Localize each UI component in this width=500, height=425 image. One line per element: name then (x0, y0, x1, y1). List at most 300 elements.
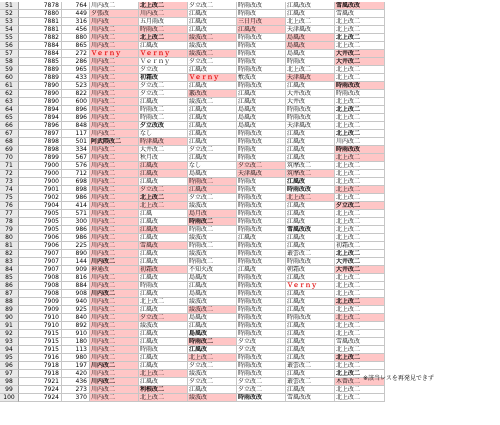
table-cell[interactable]: 江風改 (139, 338, 188, 346)
table-cell[interactable]: 時雨改 (237, 50, 286, 58)
table-cell[interactable]: 272 (62, 50, 90, 58)
table-cell[interactable]: 7902 (19, 194, 62, 202)
table-cell[interactable]: 712 (62, 170, 90, 178)
table-cell[interactable]: 7909 (19, 298, 62, 306)
table-cell[interactable]: 江風改 (286, 178, 335, 186)
table-cell[interactable]: 江風改 (188, 154, 237, 162)
table-cell[interactable]: 綾波改 (188, 370, 237, 378)
table-cell[interactable]: 567 (62, 154, 90, 162)
table-cell[interactable]: 時雨改改 (237, 258, 286, 266)
table-cell[interactable]: 7916 (19, 354, 62, 362)
table-cell[interactable]: 江風改 (139, 170, 188, 178)
table-cell[interactable]: 時雨改改 (335, 82, 385, 90)
row-header[interactable]: 69 (0, 146, 19, 154)
table-cell[interactable]: 綾波改二 (188, 98, 237, 106)
table-cell[interactable]: 7900 (19, 178, 62, 186)
table-cell[interactable]: 江風改 (286, 354, 335, 362)
row-header[interactable]: 89 (0, 306, 19, 314)
table-cell[interactable]: 大井改改 (286, 90, 335, 98)
table-cell[interactable]: 川内改二 (90, 34, 139, 42)
table-cell[interactable]: 川内改二 (90, 306, 139, 314)
table-cell[interactable]: 時雨改改 (237, 354, 286, 362)
table-cell[interactable]: 川内改二 (90, 170, 139, 178)
row-header[interactable]: 56 (0, 42, 19, 50)
table-cell[interactable]: 川内改二 (90, 26, 139, 34)
table-cell[interactable]: 川内改二 (90, 202, 139, 210)
table-cell[interactable]: 不知火改 (188, 266, 237, 274)
table-cell[interactable]: 7881 (19, 26, 62, 34)
table-cell[interactable]: 夕立改二 (188, 2, 237, 10)
table-cell[interactable]: 時雨改改 (237, 298, 286, 306)
table-cell[interactable]: 大井改二 (335, 258, 385, 266)
table-cell[interactable]: 北上改二 (335, 370, 385, 378)
table-cell[interactable]: 北上改二 (139, 2, 188, 10)
table-cell[interactable]: 北上改二 (335, 250, 385, 258)
table-cell[interactable]: 時雨改二 (188, 226, 237, 234)
table-cell[interactable]: 北上改二 (335, 234, 385, 242)
table-cell[interactable]: 綾波改 (188, 250, 237, 258)
table-cell[interactable]: 阿武隈改二 (90, 138, 139, 146)
table-cell[interactable]: 時雨改改 (237, 138, 286, 146)
table-cell[interactable]: 北上改二 (335, 178, 385, 186)
table-cell[interactable]: 北上改二 (335, 354, 385, 362)
table-cell[interactable]: 965 (62, 66, 90, 74)
table-cell[interactable]: 叢雲改二 (286, 378, 335, 386)
table-cell[interactable]: 川内改二 (90, 386, 139, 394)
table-cell[interactable]: 江風改 (286, 290, 335, 298)
table-cell[interactable]: 時雨改 (237, 186, 286, 194)
table-cell[interactable]: 7918 (19, 370, 62, 378)
row-header[interactable]: 96 (0, 362, 19, 370)
row-header[interactable]: 66 (0, 122, 19, 130)
table-cell[interactable]: 夕立改二 (188, 58, 237, 66)
table-cell[interactable]: 江風改 (188, 386, 237, 394)
row-header[interactable]: 85 (0, 274, 19, 282)
row-header[interactable]: 67 (0, 130, 19, 138)
table-cell[interactable]: 秋月改 (139, 154, 188, 162)
row-header[interactable]: 72 (0, 170, 19, 178)
table-cell[interactable]: 7908 (19, 282, 62, 290)
table-cell[interactable]: 892 (62, 322, 90, 330)
table-cell[interactable]: 時津風改 (139, 138, 188, 146)
table-cell[interactable]: 綾波改二 (188, 50, 237, 58)
table-cell[interactable]: 夕立改 (139, 66, 188, 74)
table-cell[interactable]: 時雨改改 (237, 242, 286, 250)
table-cell[interactable]: 7901 (19, 186, 62, 194)
row-header[interactable]: 54 (0, 26, 19, 34)
table-cell[interactable]: 川内改二 (90, 106, 139, 114)
table-cell[interactable]: 敷波改 (237, 74, 286, 82)
table-cell[interactable]: 江風改改 (286, 2, 335, 10)
table-cell[interactable]: 川内改二 (90, 130, 139, 138)
table-cell[interactable]: 五月雨改 (139, 18, 188, 26)
table-cell[interactable]: 江風改 (139, 218, 188, 226)
table-cell[interactable]: 時雨改改 (237, 250, 286, 258)
table-cell[interactable]: 川内改二 (90, 242, 139, 250)
table-cell[interactable]: 7905 (19, 218, 62, 226)
table-cell[interactable]: 北上改二 (139, 370, 188, 378)
row-header[interactable]: 98 (0, 378, 19, 386)
table-cell[interactable]: 時雨改改 (286, 186, 335, 194)
table-cell[interactable]: 時雨改改 (335, 90, 385, 98)
table-cell[interactable]: 霰改改 (188, 90, 237, 98)
table-cell[interactable]: 江風改 (188, 18, 237, 26)
table-cell[interactable]: 北上改二 (335, 162, 385, 170)
table-cell[interactable]: 822 (62, 90, 90, 98)
table-cell[interactable]: 時雨改改 (237, 66, 286, 74)
table-cell[interactable]: 天津風改 (286, 122, 335, 130)
table-cell[interactable]: 江風改 (237, 234, 286, 242)
row-header[interactable]: 87 (0, 290, 19, 298)
table-cell[interactable]: 北上改二 (335, 394, 385, 402)
table-cell[interactable]: 川内改二 (90, 186, 139, 194)
table-cell[interactable]: 986 (62, 226, 90, 234)
table-cell[interactable]: 筑摩改二 (286, 162, 335, 170)
table-cell[interactable]: 7898 (19, 138, 62, 146)
table-cell[interactable]: 江風改 (286, 338, 335, 346)
table-cell[interactable]: 天津風改 (237, 170, 286, 178)
table-cell[interactable]: 綾波改 (139, 322, 188, 330)
table-cell[interactable]: 江風改 (286, 346, 335, 354)
row-header[interactable]: 74 (0, 186, 19, 194)
table-cell[interactable]: 北上改二 (335, 74, 385, 82)
table-cell[interactable]: 江風改 (286, 130, 335, 138)
table-cell[interactable]: 時雨改 (139, 282, 188, 290)
table-cell[interactable]: 江風改 (139, 290, 188, 298)
table-cell[interactable]: 江風改 (237, 26, 286, 34)
table-cell[interactable]: 896 (62, 114, 90, 122)
table-cell[interactable]: 北上改二 (335, 322, 385, 330)
table-cell[interactable]: 江風改 (286, 82, 335, 90)
table-cell[interactable]: 北上改二 (139, 194, 188, 202)
table-cell[interactable]: 197 (62, 362, 90, 370)
table-cell[interactable]: 雪風改改 (335, 338, 385, 346)
row-header[interactable]: 95 (0, 354, 19, 362)
table-cell[interactable]: 7910 (19, 322, 62, 330)
table-cell[interactable]: 7908 (19, 274, 62, 282)
table-cell[interactable]: 273 (62, 386, 90, 394)
table-cell[interactable]: 7910 (19, 314, 62, 322)
table-cell[interactable]: 川内改二 (90, 58, 139, 66)
table-cell[interactable]: 雪風改改 (286, 394, 335, 402)
table-cell[interactable]: 7890 (19, 82, 62, 90)
table-cell[interactable]: 時雨改改 (237, 82, 286, 90)
table-cell[interactable]: 北上改二 (139, 298, 188, 306)
table-cell[interactable]: 夕立改二 (188, 146, 237, 154)
table-cell[interactable]: 島風改 (237, 106, 286, 114)
table-cell[interactable]: 江風改 (188, 346, 237, 354)
table-cell[interactable]: 川内改二 (90, 154, 139, 162)
table-cell[interactable]: 江風改 (188, 122, 237, 130)
table-cell[interactable]: 江風改 (286, 218, 335, 226)
table-cell[interactable]: 北上改二 (335, 114, 385, 122)
table-cell[interactable]: 江風改 (286, 138, 335, 146)
table-cell[interactable]: 川内改二 (90, 330, 139, 338)
table-cell[interactable]: なし (188, 162, 237, 170)
table-cell[interactable]: 420 (62, 370, 90, 378)
table-cell[interactable]: Ｖｅｒｎｙ (286, 282, 335, 290)
table-cell[interactable]: 江風改 (286, 306, 335, 314)
table-cell[interactable]: 848 (62, 122, 90, 130)
row-header[interactable]: 88 (0, 298, 19, 306)
table-cell[interactable]: 初霜改二 (335, 242, 385, 250)
table-cell[interactable]: 北上改二 (335, 106, 385, 114)
table-cell[interactable]: 時雨改 (237, 146, 286, 154)
table-cell[interactable]: 7884 (19, 50, 62, 58)
table-cell[interactable]: 7900 (19, 170, 62, 178)
table-cell[interactable]: 川内改二 (90, 274, 139, 282)
row-header[interactable]: 65 (0, 114, 19, 122)
table-cell[interactable]: 334 (62, 146, 90, 154)
row-header[interactable]: 64 (0, 106, 19, 114)
table-cell[interactable]: 川内改二 (90, 282, 139, 290)
table-cell[interactable]: 天津風改 (286, 74, 335, 82)
table-cell[interactable]: 940 (62, 298, 90, 306)
table-cell[interactable]: 北上改二 (335, 210, 385, 218)
row-header[interactable]: 59 (0, 66, 19, 74)
table-cell[interactable]: 910 (62, 330, 90, 338)
table-cell[interactable]: 江風改 (139, 274, 188, 282)
row-header[interactable]: 75 (0, 194, 19, 202)
table-cell[interactable]: 370 (62, 394, 90, 402)
table-cell[interactable]: 時雨改改 (237, 282, 286, 290)
table-cell[interactable]: 島風改 (237, 122, 286, 130)
table-cell[interactable]: 896 (62, 106, 90, 114)
row-header[interactable]: 84 (0, 266, 19, 274)
table-cell[interactable]: 江風改 (286, 322, 335, 330)
table-cell[interactable]: 夕立改二 (188, 378, 237, 386)
table-cell[interactable]: 江風改 (237, 90, 286, 98)
table-cell[interactable]: 江風改 (139, 162, 188, 170)
table-cell[interactable]: 大井改二 (335, 58, 385, 66)
table-cell[interactable]: 叢雲改二 (286, 250, 335, 258)
table-cell[interactable]: 北上改二 (335, 18, 385, 26)
table-cell[interactable]: 江風 (139, 210, 188, 218)
row-header[interactable]: 93 (0, 338, 19, 346)
table-cell[interactable]: 川内改二 (90, 98, 139, 106)
row-header[interactable]: 94 (0, 346, 19, 354)
table-cell[interactable]: 島風改 (188, 290, 237, 298)
table-cell[interactable]: 576 (62, 162, 90, 170)
table-cell[interactable]: 980 (62, 354, 90, 362)
table-cell[interactable]: 時雨改改 (237, 370, 286, 378)
table-cell[interactable]: 川内改二 (90, 298, 139, 306)
table-cell[interactable]: 綾波改 (188, 202, 237, 210)
table-cell[interactable]: 綾波改二 (188, 34, 237, 42)
table-cell[interactable]: 7899 (19, 154, 62, 162)
table-cell[interactable]: 時雨改改 (237, 330, 286, 338)
table-cell[interactable]: 225 (62, 242, 90, 250)
table-cell[interactable]: 865 (62, 42, 90, 50)
table-cell[interactable]: 北上改二 (335, 42, 385, 50)
row-header[interactable]: 79 (0, 226, 19, 234)
row-header[interactable]: 91 (0, 322, 19, 330)
table-cell[interactable]: 川内改二 (90, 322, 139, 330)
table-cell[interactable]: 島風改 (188, 314, 237, 322)
row-header[interactable]: 76 (0, 202, 19, 210)
table-cell[interactable]: 夕立改二 (139, 314, 188, 322)
table-cell[interactable]: 117 (62, 130, 90, 138)
table-cell[interactable]: 川内改二 (139, 10, 188, 18)
table-cell[interactable]: 綾波改 (188, 298, 237, 306)
table-cell[interactable]: 川内改二 (90, 162, 139, 170)
table-cell[interactable]: 江風改 (286, 146, 335, 154)
table-cell[interactable]: 7907 (19, 258, 62, 266)
table-cell[interactable]: 時雨改改 (237, 362, 286, 370)
table-cell[interactable]: 江風改 (139, 306, 188, 314)
table-cell[interactable]: 北上改二 (335, 330, 385, 338)
table-cell[interactable]: 時雨改二 (188, 178, 237, 186)
table-cell[interactable]: 川内改二 (90, 226, 139, 234)
table-cell[interactable]: 北上改二 (335, 66, 385, 74)
table-cell[interactable]: 7904 (19, 202, 62, 210)
row-header[interactable]: 68 (0, 138, 19, 146)
row-header[interactable]: 83 (0, 258, 19, 266)
table-cell[interactable]: 朝霜改 (286, 266, 335, 274)
row-header[interactable]: 58 (0, 58, 19, 66)
table-cell[interactable]: 7889 (19, 66, 62, 74)
table-cell[interactable]: 7890 (19, 90, 62, 98)
table-cell[interactable]: 川内改二 (90, 354, 139, 362)
table-cell[interactable]: 夕立改二 (335, 202, 385, 210)
table-cell[interactable]: 時雨改改 (237, 202, 286, 210)
table-cell[interactable]: 初霜改 (139, 74, 188, 82)
row-header[interactable]: 55 (0, 34, 19, 42)
table-cell[interactable]: 島風改 (188, 330, 237, 338)
table-cell[interactable]: 雪風改改 (335, 2, 385, 10)
table-cell[interactable]: 北上改二 (335, 282, 385, 290)
table-cell[interactable]: 江風改 (188, 138, 237, 146)
table-cell[interactable]: 7921 (19, 378, 62, 386)
table-cell[interactable]: 7896 (19, 122, 62, 130)
table-cell[interactable]: 時雨改改 (237, 306, 286, 314)
table-cell[interactable]: 113 (62, 346, 90, 354)
table-cell[interactable]: 江風改 (188, 66, 237, 74)
table-cell[interactable]: 501 (62, 138, 90, 146)
table-cell[interactable]: 北上改二 (286, 66, 335, 74)
table-cell[interactable]: 414 (62, 202, 90, 210)
table-cell[interactable]: 江風改 (286, 330, 335, 338)
table-cell[interactable]: 川内改二 (90, 314, 139, 322)
table-cell[interactable]: 川内改二 (90, 66, 139, 74)
row-header[interactable]: 51 (0, 2, 19, 10)
table-cell[interactable]: 島月改 (188, 210, 237, 218)
table-cell[interactable]: 天津風改 (286, 26, 335, 34)
table-cell[interactable]: 880 (62, 34, 90, 42)
table-cell[interactable]: 川内改二 (90, 178, 139, 186)
table-cell[interactable]: 時雨改改 (237, 274, 286, 282)
table-cell[interactable]: 時雨改改 (286, 258, 335, 266)
table-cell[interactable]: 北上改二 (335, 314, 385, 322)
table-cell[interactable]: 時雨改 (286, 58, 335, 66)
table-cell[interactable]: 時雨改二 (139, 106, 188, 114)
row-header[interactable]: 61 (0, 82, 19, 90)
table-cell[interactable]: 7924 (19, 394, 62, 402)
row-header[interactable]: 53 (0, 18, 19, 26)
table-cell[interactable]: 綾波改 (188, 394, 237, 402)
table-cell[interactable]: 時雨改二 (139, 26, 188, 34)
table-cell[interactable]: 川内改 (90, 18, 139, 26)
table-cell[interactable]: 180 (62, 338, 90, 346)
table-cell[interactable]: 7894 (19, 114, 62, 122)
row-header[interactable]: 62 (0, 90, 19, 98)
table-cell[interactable]: 北上改二 (286, 194, 335, 202)
table-cell[interactable]: 7894 (19, 106, 62, 114)
table-cell[interactable]: 600 (62, 98, 90, 106)
table-cell[interactable]: 時雨改二 (188, 258, 237, 266)
table-cell[interactable]: 島風改 (286, 42, 335, 50)
table-cell[interactable]: 時雨改二 (188, 338, 237, 346)
table-cell[interactable]: 571 (62, 210, 90, 218)
table-cell[interactable]: 江風改 (188, 26, 237, 34)
table-cell[interactable]: 北上改二 (139, 202, 188, 210)
table-cell[interactable]: 456 (62, 26, 90, 34)
table-cell[interactable]: 島風改 (188, 274, 237, 282)
table-cell[interactable]: 川内改二 (90, 394, 139, 402)
table-cell[interactable]: 7898 (19, 146, 62, 154)
table-cell[interactable]: 夕立改二 (188, 194, 237, 202)
table-cell[interactable]: 北上改二 (335, 346, 385, 354)
table-cell[interactable]: 綾波改二 (188, 306, 237, 314)
table-cell[interactable]: 大井改二 (335, 50, 385, 58)
table-cell[interactable]: 7885 (19, 58, 62, 66)
table-cell[interactable]: 時雨改二 (188, 218, 237, 226)
table-cell[interactable]: 川内改二 (90, 194, 139, 202)
row-header[interactable]: 70 (0, 154, 19, 162)
table-cell[interactable]: 島風改 (286, 34, 335, 42)
table-cell[interactable]: 986 (62, 194, 90, 202)
table-cell[interactable]: 北上改二 (335, 98, 385, 106)
table-cell[interactable]: 7897 (19, 130, 62, 138)
row-header[interactable]: 92 (0, 330, 19, 338)
table-cell[interactable]: 816 (62, 274, 90, 282)
table-cell[interactable]: 449 (62, 10, 90, 18)
table-cell[interactable]: 7889 (19, 74, 62, 82)
table-cell[interactable]: 時雨改改 (335, 146, 385, 154)
table-cell[interactable]: 436 (62, 378, 90, 386)
table-cell[interactable]: 433 (62, 74, 90, 82)
table-cell[interactable]: 909 (62, 266, 90, 274)
table-cell[interactable]: 898 (62, 186, 90, 194)
table-cell[interactable]: 時雨改改 (237, 130, 286, 138)
table-cell[interactable]: 時雨改改 (237, 322, 286, 330)
table-cell[interactable]: 7907 (19, 266, 62, 274)
table-cell[interactable]: 江風改 (188, 106, 237, 114)
table-cell[interactable]: Ｖｅｒｎｙ (139, 58, 188, 66)
table-cell[interactable]: 江風改 (286, 386, 335, 394)
table-cell[interactable]: 夕立改二 (139, 82, 188, 90)
table-cell[interactable]: 7905 (19, 210, 62, 218)
table-cell[interactable]: 雪風改 (335, 10, 385, 18)
table-cell[interactable]: 神通改 (90, 266, 139, 274)
table-cell[interactable]: 北上改二 (335, 130, 385, 138)
table-cell[interactable]: 7881 (19, 18, 62, 26)
table-cell[interactable]: 雪風改改 (286, 226, 335, 234)
table-cell[interactable]: 川内改二 (90, 210, 139, 218)
table-cell[interactable]: 316 (62, 18, 90, 26)
table-cell[interactable]: 江風改 (286, 210, 335, 218)
row-header[interactable]: 86 (0, 282, 19, 290)
table-cell[interactable]: 時雨改 (139, 346, 188, 354)
table-cell[interactable]: 時雨改 (237, 154, 286, 162)
table-cell[interactable]: 時雨改改 (237, 290, 286, 298)
table-cell[interactable]: 523 (62, 82, 90, 90)
table-cell[interactable]: 島風改 (188, 170, 237, 178)
table-cell[interactable]: 川内改二 (335, 138, 385, 146)
table-cell[interactable]: 7909 (19, 306, 62, 314)
table-cell[interactable]: 時雨改改 (237, 210, 286, 218)
table-cell[interactable]: 7884 (19, 42, 62, 50)
